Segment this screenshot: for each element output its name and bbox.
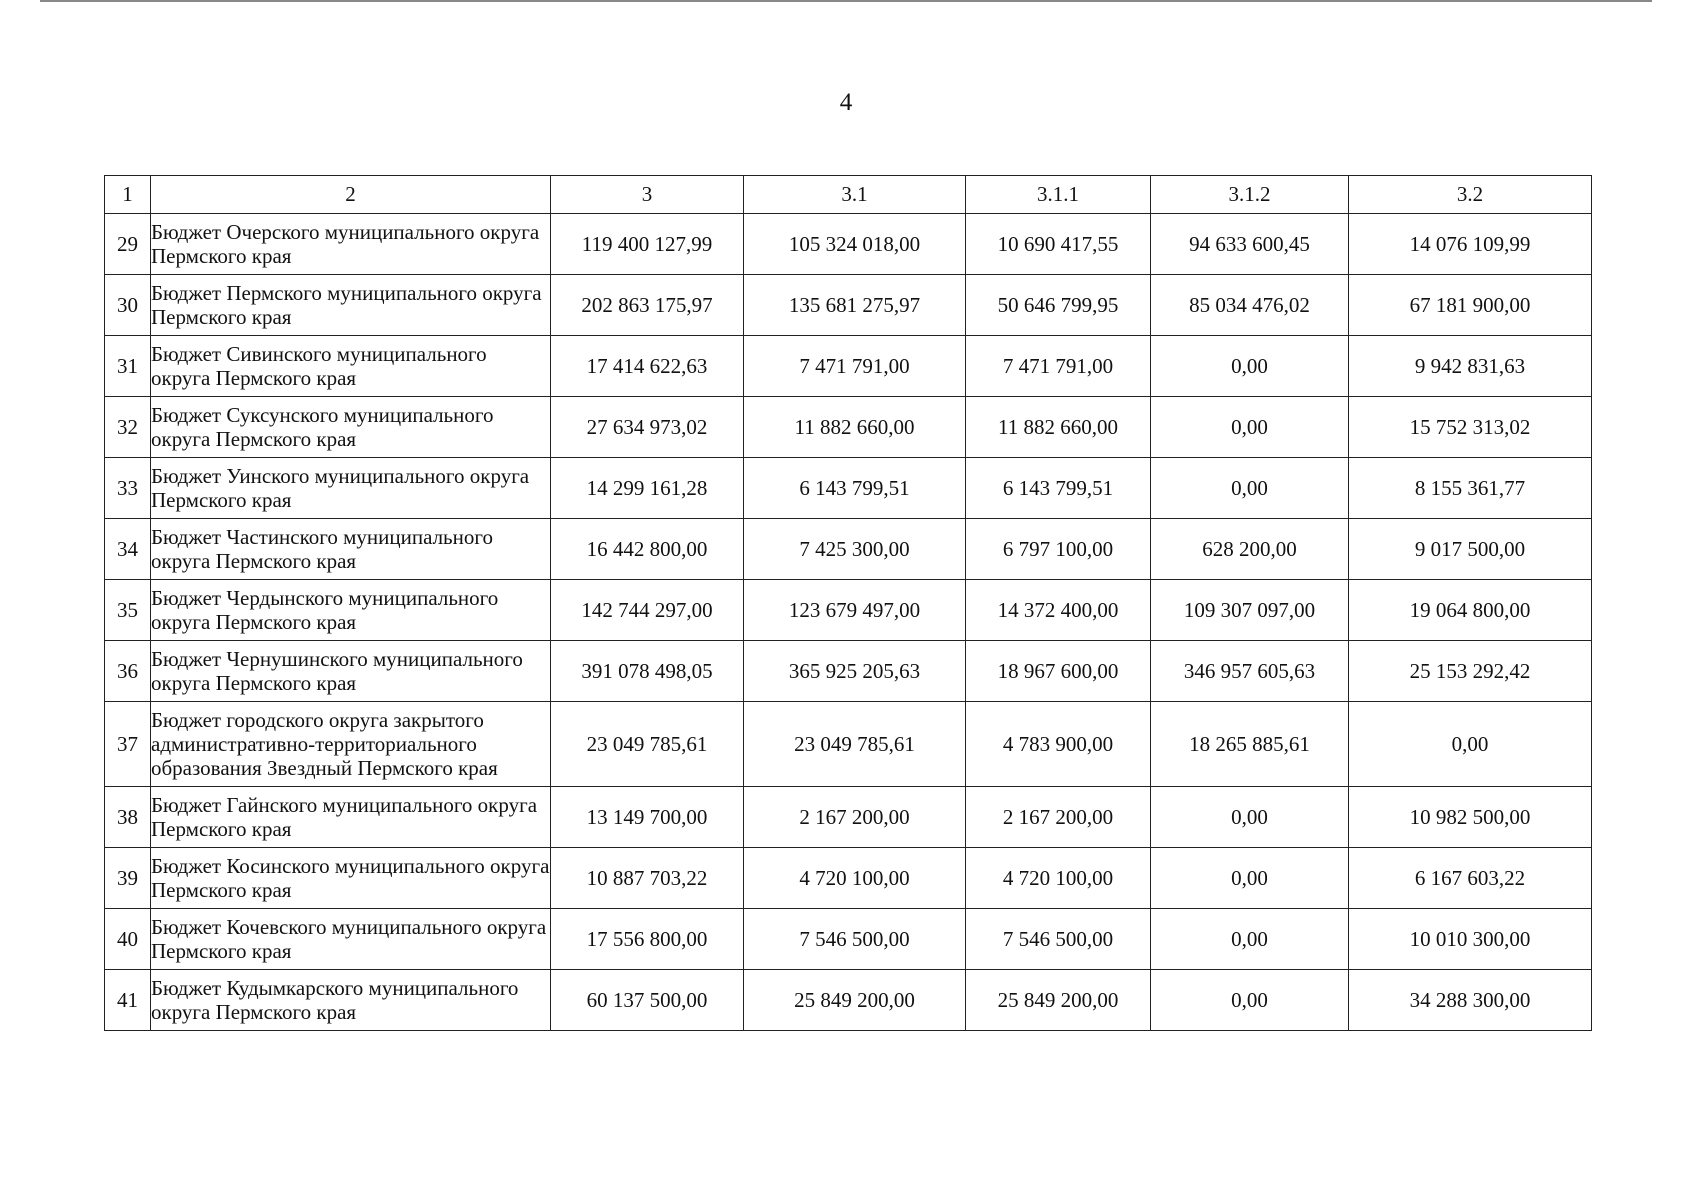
- cell-col-3-1: 105 324 018,00: [744, 214, 966, 275]
- cell-col-3-1: 23 049 785,61: [744, 702, 966, 787]
- cell-col-3-1-2: 94 633 600,45: [1151, 214, 1349, 275]
- cell-col-3-1-1: 10 690 417,55: [966, 214, 1151, 275]
- cell-col-3-1: 7 471 791,00: [744, 336, 966, 397]
- row-number: 40: [105, 909, 151, 970]
- table-row: [105, 336, 1592, 397]
- cell-col-3-1-2: 0,00: [1151, 970, 1349, 1031]
- table-row: [105, 275, 1592, 336]
- cell-col-3: 391 078 498,05: [551, 641, 744, 702]
- cell-col-3-1: 135 681 275,97: [744, 275, 966, 336]
- budget-name: Бюджет Чердынского муниципального округа Пермского края: [151, 580, 551, 641]
- cell-col-3-2: 25 153 292,42: [1349, 641, 1592, 702]
- column-header: 3: [551, 176, 744, 214]
- row-number: 39: [105, 848, 151, 909]
- budget-name: Бюджет Очерского муниципального округа Пермского края: [151, 214, 551, 275]
- column-header: 2: [151, 176, 551, 214]
- cell-col-3-1-2: 0,00: [1151, 848, 1349, 909]
- budget-table: [104, 175, 1592, 1031]
- scan-edge-line: [40, 0, 1652, 2]
- table-row: [105, 458, 1592, 519]
- row-number: 38: [105, 787, 151, 848]
- cell-col-3-2: 19 064 800,00: [1349, 580, 1592, 641]
- row-number: 35: [105, 580, 151, 641]
- table-row: [105, 970, 1592, 1031]
- row-number: 37: [105, 702, 151, 787]
- cell-col-3-2: 6 167 603,22: [1349, 848, 1592, 909]
- cell-col-3-1-1: 18 967 600,00: [966, 641, 1151, 702]
- budget-name: Бюджет Суксунского муниципального округа Пермского края: [151, 397, 551, 458]
- cell-col-3-2: 14 076 109,99: [1349, 214, 1592, 275]
- row-number: 31: [105, 336, 151, 397]
- cell-col-3-1: 6 143 799,51: [744, 458, 966, 519]
- budget-name: Бюджет Частинского муниципального округа Пермского края: [151, 519, 551, 580]
- table-header-row: [105, 176, 1592, 214]
- cell-col-3: 60 137 500,00: [551, 970, 744, 1031]
- table-row: [105, 580, 1592, 641]
- cell-col-3-1: 25 849 200,00: [744, 970, 966, 1031]
- cell-col-3-1-1: 14 372 400,00: [966, 580, 1151, 641]
- cell-col-3-2: 15 752 313,02: [1349, 397, 1592, 458]
- table-row: [105, 787, 1592, 848]
- cell-col-3-1: 7 425 300,00: [744, 519, 966, 580]
- cell-col-3: 119 400 127,99: [551, 214, 744, 275]
- budget-name: Бюджет Гайнского муниципального округа Пермского края: [151, 787, 551, 848]
- cell-col-3: 23 049 785,61: [551, 702, 744, 787]
- cell-col-3-1-2: 0,00: [1151, 336, 1349, 397]
- cell-col-3-2: 67 181 900,00: [1349, 275, 1592, 336]
- cell-col-3-1-2: 0,00: [1151, 909, 1349, 970]
- cell-col-3-2: 9 017 500,00: [1349, 519, 1592, 580]
- column-header: 3.1: [744, 176, 966, 214]
- cell-col-3: 202 863 175,97: [551, 275, 744, 336]
- cell-col-3-1-1: 6 797 100,00: [966, 519, 1151, 580]
- row-number: 30: [105, 275, 151, 336]
- row-number: 41: [105, 970, 151, 1031]
- cell-col-3-2: 9 942 831,63: [1349, 336, 1592, 397]
- cell-col-3-1-1: 6 143 799,51: [966, 458, 1151, 519]
- row-number: 29: [105, 214, 151, 275]
- cell-col-3-1: 123 679 497,00: [744, 580, 966, 641]
- cell-col-3-1: 7 546 500,00: [744, 909, 966, 970]
- cell-col-3: 14 299 161,28: [551, 458, 744, 519]
- budget-name: Бюджет Кочевского муниципального округа Пермского края: [151, 909, 551, 970]
- table-row: [105, 848, 1592, 909]
- cell-col-3: 10 887 703,22: [551, 848, 744, 909]
- budget-name: Бюджет городского округа закрытого административно-территориального образования Звездный Пермского края: [151, 702, 551, 787]
- cell-col-3-2: 10 982 500,00: [1349, 787, 1592, 848]
- row-number: 33: [105, 458, 151, 519]
- budget-name: Бюджет Косинского муниципального округа Пермского края: [151, 848, 551, 909]
- cell-col-3-1-2: 0,00: [1151, 397, 1349, 458]
- cell-col-3-1: 365 925 205,63: [744, 641, 966, 702]
- cell-col-3-1-2: 109 307 097,00: [1151, 580, 1349, 641]
- cell-col-3-1: 4 720 100,00: [744, 848, 966, 909]
- column-header: 3.2: [1349, 176, 1592, 214]
- cell-col-3-2: 0,00: [1349, 702, 1592, 787]
- cell-col-3-1-1: 7 546 500,00: [966, 909, 1151, 970]
- cell-col-3-1-1: 7 471 791,00: [966, 336, 1151, 397]
- cell-col-3: 17 556 800,00: [551, 909, 744, 970]
- cell-col-3-1-1: 4 783 900,00: [966, 702, 1151, 787]
- row-number: 34: [105, 519, 151, 580]
- cell-col-3-1-1: 4 720 100,00: [966, 848, 1151, 909]
- table-row: [105, 519, 1592, 580]
- cell-col-3: 17 414 622,63: [551, 336, 744, 397]
- column-header: 1: [105, 176, 151, 214]
- cell-col-3-1-1: 11 882 660,00: [966, 397, 1151, 458]
- table-row: [105, 702, 1592, 787]
- cell-col-3-1-2: 18 265 885,61: [1151, 702, 1349, 787]
- cell-col-3-1-1: 2 167 200,00: [966, 787, 1151, 848]
- cell-col-3: 142 744 297,00: [551, 580, 744, 641]
- cell-col-3: 27 634 973,02: [551, 397, 744, 458]
- budget-name: Бюджет Чернушинского муниципального округа Пермского края: [151, 641, 551, 702]
- page-number: 4: [839, 89, 853, 116]
- cell-col-3-1-2: 85 034 476,02: [1151, 275, 1349, 336]
- cell-col-3-1-2: 346 957 605,63: [1151, 641, 1349, 702]
- budget-name: Бюджет Сивинского муниципального округа Пермского края: [151, 336, 551, 397]
- budget-name: Бюджет Уинского муниципального округа Пермского края: [151, 458, 551, 519]
- row-number: 32: [105, 397, 151, 458]
- cell-col-3-2: 10 010 300,00: [1349, 909, 1592, 970]
- cell-col-3-1: 11 882 660,00: [744, 397, 966, 458]
- budget-name: Бюджет Кудымкарского муниципального округа Пермского края: [151, 970, 551, 1031]
- cell-col-3-1-2: 0,00: [1151, 458, 1349, 519]
- column-header: 3.1.2: [1151, 176, 1349, 214]
- cell-col-3-2: 8 155 361,77: [1349, 458, 1592, 519]
- budget-name: Бюджет Пермского муниципального округа Пермского края: [151, 275, 551, 336]
- table-row: [105, 397, 1592, 458]
- cell-col-3-1: 2 167 200,00: [744, 787, 966, 848]
- cell-col-3-1-1: 50 646 799,95: [966, 275, 1151, 336]
- cell-col-3: 13 149 700,00: [551, 787, 744, 848]
- row-number: 36: [105, 641, 151, 702]
- cell-col-3-2: 34 288 300,00: [1349, 970, 1592, 1031]
- table-row: [105, 909, 1592, 970]
- table-row: [105, 214, 1592, 275]
- table-row: [105, 641, 1592, 702]
- cell-col-3-1-2: 0,00: [1151, 787, 1349, 848]
- cell-col-3: 16 442 800,00: [551, 519, 744, 580]
- column-header: 3.1.1: [966, 176, 1151, 214]
- cell-col-3-1-1: 25 849 200,00: [966, 970, 1151, 1031]
- cell-col-3-1-2: 628 200,00: [1151, 519, 1349, 580]
